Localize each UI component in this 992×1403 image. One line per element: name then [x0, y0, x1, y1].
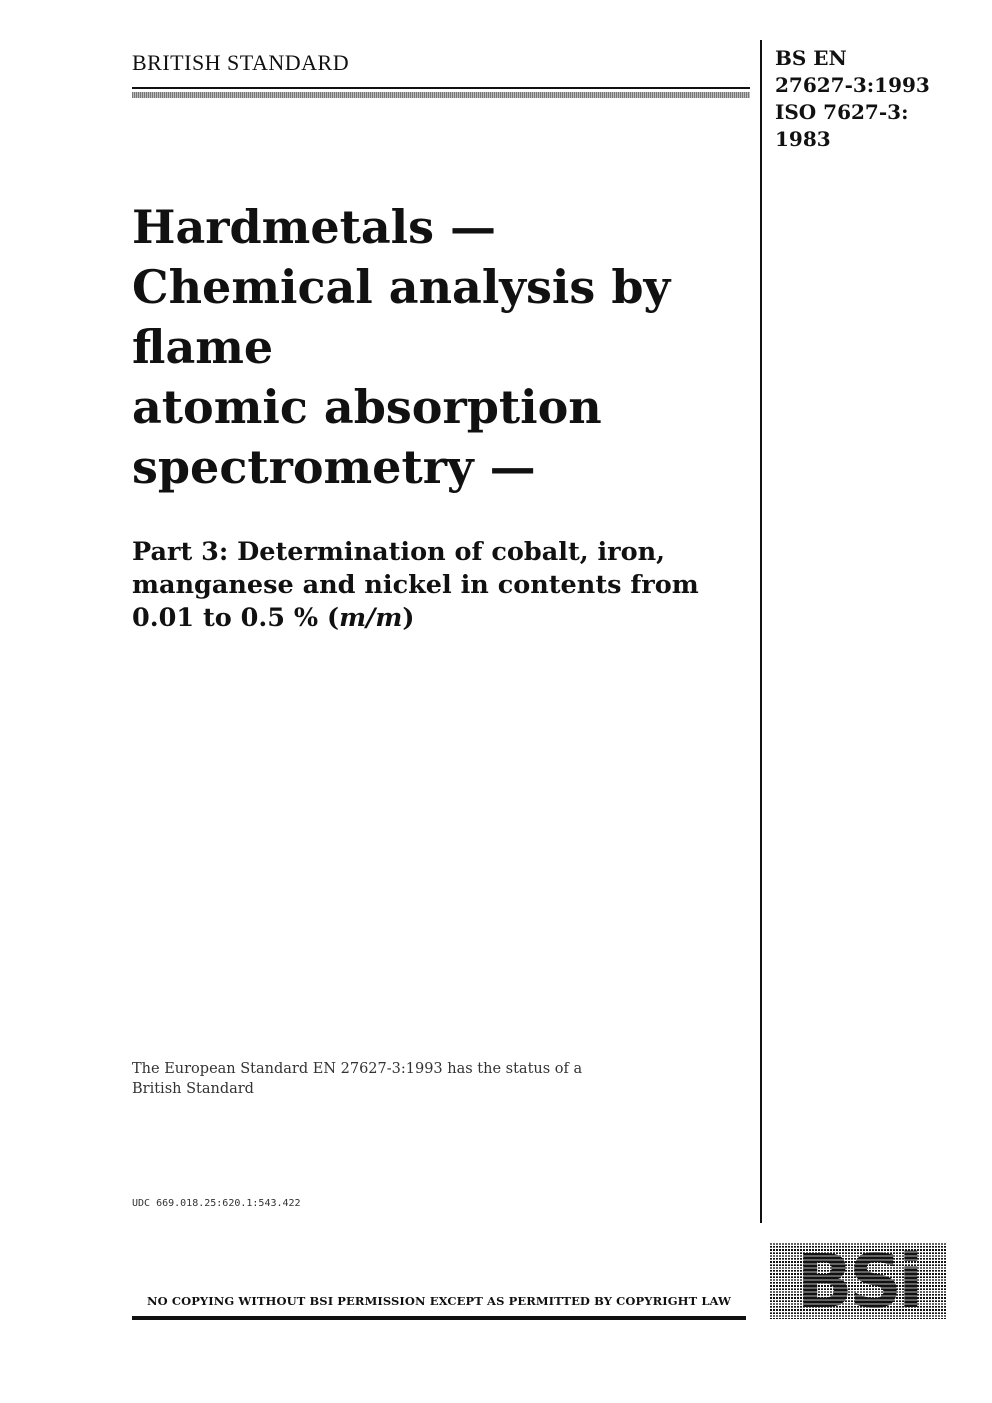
subtitle-line: Part 3: Determination of cobalt, iron, — [132, 537, 666, 567]
document-subtitle — [132, 536, 757, 635]
title-line: flame — [132, 320, 274, 374]
subtitle-close: ) — [402, 603, 415, 633]
copyright-notice: NO COPYING WITHOUT BSI PERMISSION EXCEPT AS PERMITTED BY COPYRIGHT LAW — [146, 1294, 732, 1308]
standard-id-line: ISO 7627-3: — [775, 100, 909, 124]
document-title — [132, 197, 752, 497]
header-shaded-rule — [132, 92, 750, 98]
standard-id-line: 27627-3:1993 — [775, 73, 930, 97]
standard-identifiers — [775, 45, 975, 153]
standard-id-line: 1983 — [775, 127, 831, 151]
status-line: The European Standard EN 27627-3:1993 has the status of a — [132, 1061, 583, 1077]
subtitle-unit-italic: m/m — [339, 603, 403, 633]
header-rule — [132, 87, 750, 89]
vertical-divider — [760, 40, 762, 1223]
title-line: Chemical analysis by — [132, 260, 671, 314]
bottom-rule — [132, 1316, 746, 1320]
logo-lettering: BSi — [796, 1243, 920, 1319]
standard-id-line: BS EN — [775, 46, 847, 70]
status-line: British Standard — [132, 1081, 254, 1097]
status-statement — [132, 1059, 732, 1099]
header-label: BRITISH STANDARD — [132, 50, 350, 75]
udc-code: UDC 669.018.25:620.1:543.422 — [132, 1198, 301, 1209]
title-line: Hardmetals — — [132, 200, 497, 254]
subtitle-range: 0.01 to 0.5 % ( — [132, 603, 340, 633]
subtitle-line — [132, 602, 757, 635]
subtitle-line: manganese and nickel in contents from — [132, 570, 699, 600]
title-line: atomic absorption — [132, 380, 602, 434]
title-line: spectrometry — — [132, 440, 536, 494]
bsi-logo — [770, 1243, 946, 1319]
